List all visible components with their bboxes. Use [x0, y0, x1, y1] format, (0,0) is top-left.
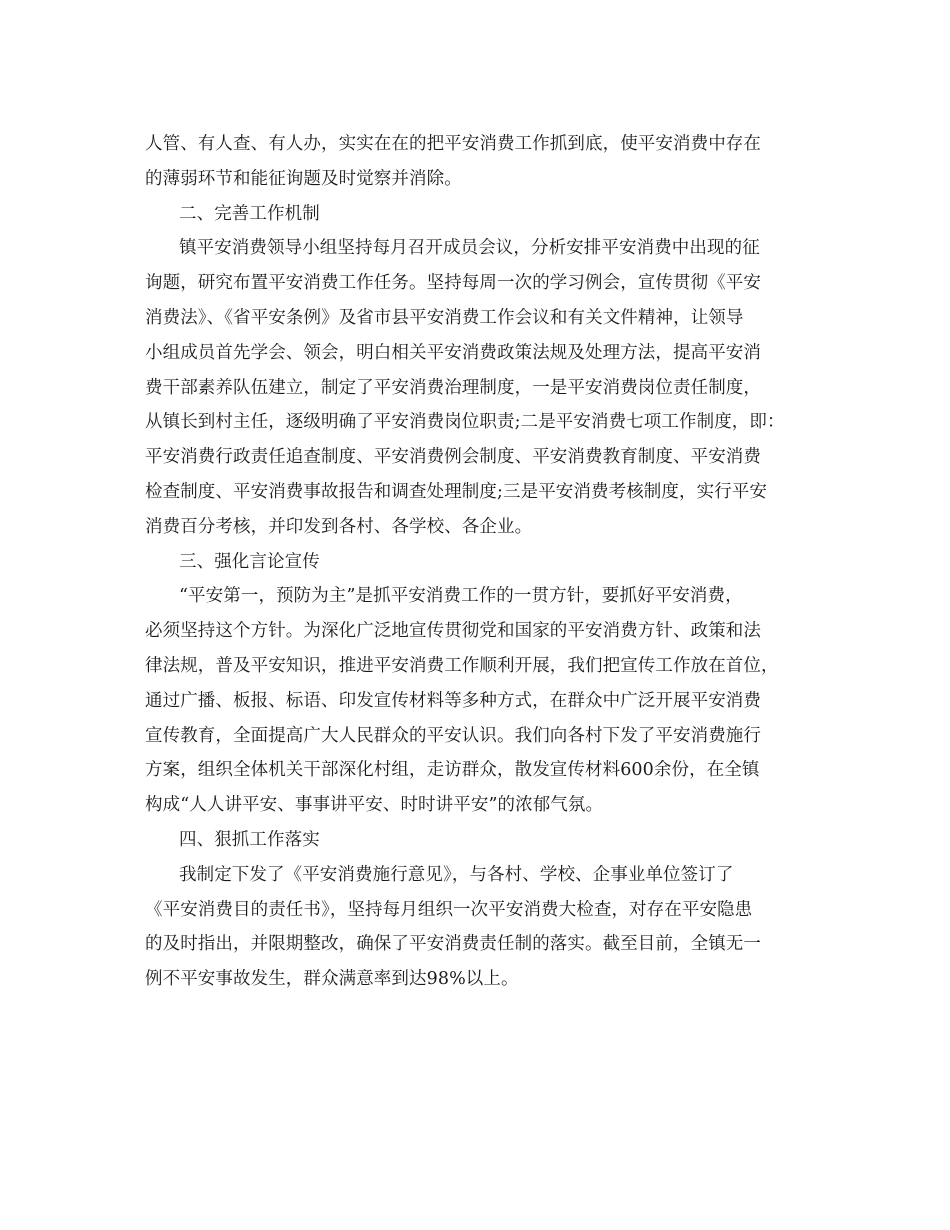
text-line: 检查制度、平安消费事故报告和调查处理制度;三是平安消费考核制度，实行平安 — [145, 481, 767, 502]
text-line: 询题，研究布置平安消费工作任务。坚持每周一次的学习例会，宣传贯彻《平安 — [145, 273, 761, 294]
text-line: 构成“人人讲平安、事事讲平安、时时讲平安”的浓郁气氛。 — [145, 795, 604, 816]
text-line: 必须坚持这个方针。为深化广泛地宣传贯彻党和国家的平安消费方针、政策和法 — [145, 621, 761, 642]
text-line: 费干部素养队伍建立，制定了平安消费治理制度，一是平安消费岗位责任制度， — [145, 377, 761, 398]
section-heading: 二、完善工作机制 — [179, 203, 320, 224]
text-line: 例不平安事故发生，群众满意率到达98%以上。 — [145, 969, 519, 990]
text-line: 人管、有人查、有人办，实实在在的把平安消费工作抓到底，使平安消费中存在 — [145, 134, 761, 154]
text-line: 我制定下发了《平安消费施行意见》，与各村、学校、企事业单位签订了 — [179, 864, 734, 885]
text-line: 小组成员首先学会、领会，明白相关平安消费政策法规及处理方法，提高平安消 — [145, 342, 761, 363]
text-line: 的及时指出，并限期整改，确保了平安消费责任制的落实。截至目前，全镇无一 — [145, 934, 761, 955]
text-line: 从镇长到村主任，逐级明确了平安消费岗位职责;二是平安消费七项工作制度，即： — [145, 412, 785, 433]
text-line: 消费法》、《省平安条例》及省市县平安消费工作会议和有关文件精神，让领导 — [145, 307, 744, 328]
text-line: 通过广播、板报、标语、印发宣传材料等多种方式，在群众中广泛开展平安消费 — [145, 690, 761, 711]
text-line: 的薄弱环节和能征询题及时觉察并消除。 — [145, 168, 462, 189]
document-body — [145, 127, 805, 997]
section-heading: 三、强化言论宣传 — [179, 551, 320, 572]
text-line: 镇平安消费领导小组坚持每月召开成员会议，分析安排平安消费中出现的征 — [179, 238, 760, 259]
text-line: 宣传教育，全面提高广大人民群众的平安认识。我们向各村下发了平安消费施行 — [145, 725, 761, 746]
text-line: 律法规，普及平安知识，推进平安消费工作顺利开展，我们把宣传工作放在首位， — [145, 655, 779, 676]
text-line: “平安第一，预防为主”是抓平安消费工作的一贯方针，要抓好平安消费， — [179, 586, 743, 607]
text-line: 《平安消费目的责任书》，坚持每月组织一次平安消费大检查，对存在平安隐患 — [145, 899, 753, 920]
section-heading: 四、狠抓工作落实 — [179, 829, 320, 850]
text-line: 消费百分考核，并印发到各村、各学校、各企业。 — [145, 516, 533, 537]
text-line: 方案，组织全体机关干部深化村组，走访群众，散发宣传材料600余份，在全镇 — [145, 760, 760, 781]
text-line: 平安消费行政责任追查制度、平安消费例会制度、平安消费教育制度、平安消费 — [145, 447, 761, 468]
